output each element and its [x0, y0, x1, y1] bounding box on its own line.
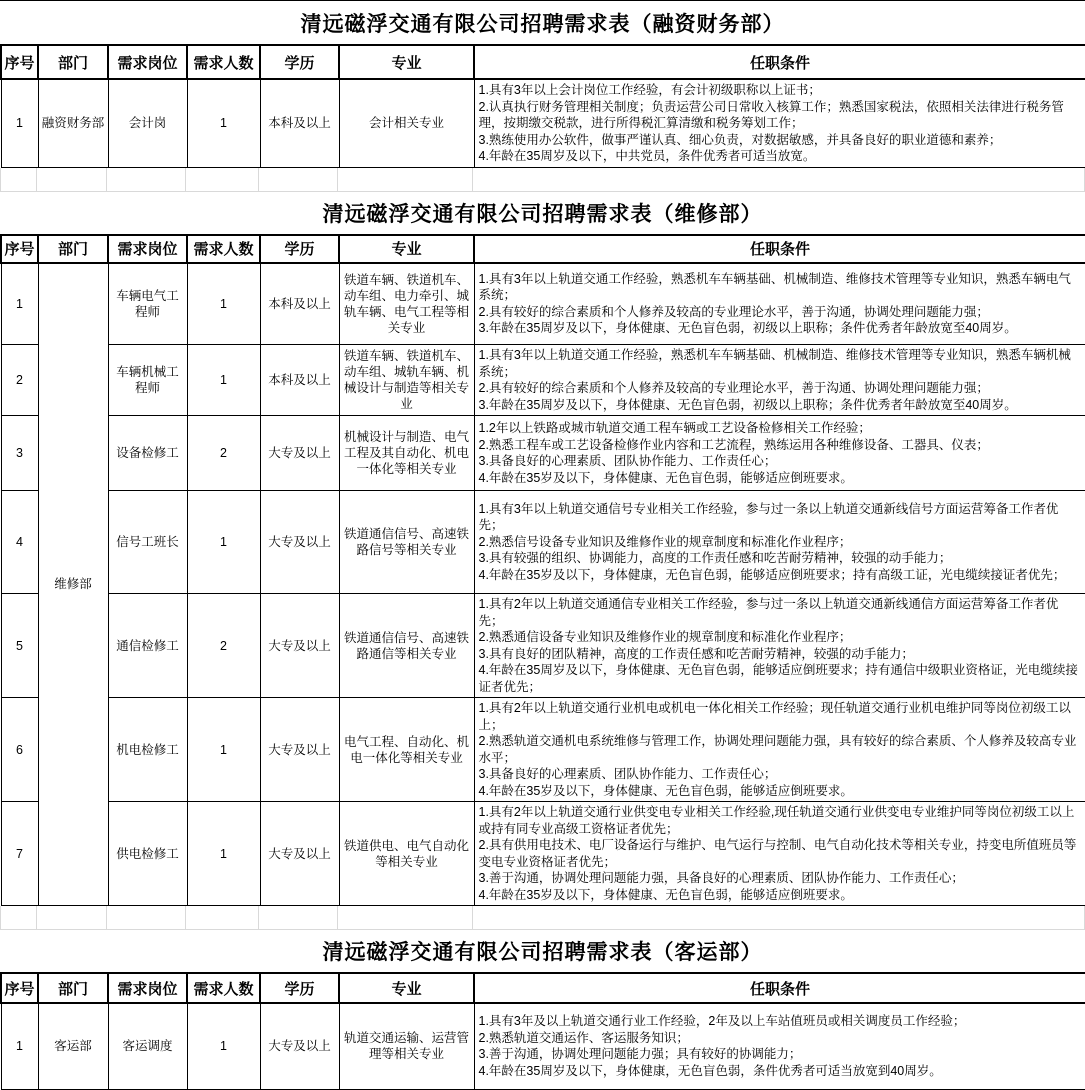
education-cell: 大专及以上 — [260, 802, 339, 906]
count-cell: 1 — [187, 802, 260, 906]
requirement-line: 1.具有3年及以上轨道交通行业工作经验，2年及以上车站值班员或相关调度员工作经验； — [478, 1014, 966, 1029]
requirement-line: 1.具有2年以上轨道交通行业供变电专业相关工作经验,现任轨道交通行业供变电专业维护同等岗位初级工以上或持有同专业高级工资格证者优先； — [478, 805, 1075, 836]
requirements-cell — [474, 345, 1085, 416]
requirement-line: 2.熟悉工程车或工艺设备检修作业内容和工艺流程，熟练运用各种维修设备、工器具、仪表； — [478, 437, 989, 452]
requirement-line: 2.具有较好的综合素质和个人修养及较高的专业理论水平，善于沟通，协调处理问题能力强； — [478, 304, 989, 319]
header-row — [1, 973, 1085, 1003]
column-header-count: 需求人数 — [187, 45, 260, 79]
major-cell: 电气工程、自动化、机电一体化等相关专业 — [339, 698, 474, 802]
column-header-education: 学历 — [260, 235, 339, 263]
column-header-department: 部门 — [38, 973, 108, 1003]
table-row — [1, 345, 1085, 416]
requirements-cell — [474, 1003, 1085, 1089]
recruitment-table-passenger — [0, 972, 1085, 1090]
column-header-major: 专业 — [339, 973, 474, 1003]
count-cell: 1 — [187, 263, 260, 345]
table-row — [1, 491, 1085, 594]
major-cell: 铁道供电、电气自动化等相关专业 — [339, 802, 474, 906]
position-cell: 供电检修工 — [108, 802, 187, 906]
section-maintenance — [0, 192, 1085, 907]
column-header-seq: 序号 — [1, 235, 38, 263]
position-cell: 会计岗 — [108, 79, 187, 167]
requirements-cell — [474, 79, 1085, 167]
column-header-count: 需求人数 — [187, 235, 260, 263]
requirements-cell — [474, 594, 1085, 698]
recruitment-table-finance — [0, 44, 1085, 168]
column-header-seq: 序号 — [1, 45, 38, 79]
seq-cell: 1 — [1, 263, 38, 345]
table-row — [1, 79, 1085, 167]
requirement-line: 2.熟悉通信设备专业知识及维修作业的规章制度和标准化作业程序； — [478, 630, 852, 644]
count-cell: 2 — [187, 416, 260, 491]
major-cell: 轨道交通运输、运营管理等相关专业 — [339, 1003, 474, 1089]
requirement-line: 4.年龄在35岁及以下，身体健康、无色盲色弱，能够适应倒班要求。 — [478, 783, 853, 798]
major-cell: 铁道车辆、铁道机车、动车组、城轨车辆、机械设计与制造等相关专业 — [339, 345, 474, 416]
major-cell: 铁道通信信号、高速铁路通信等相关专业 — [339, 594, 474, 698]
header-row — [1, 235, 1085, 263]
requirement-line: 3.年龄在35周岁及以下，身体健康、无色盲色弱，初级以上职称；条件优秀者年龄放宽至40周岁。 — [478, 397, 1017, 412]
department-cell: 客运部 — [38, 1003, 108, 1089]
requirement-line: 4.年龄在35岁及以下，身体健康，无色盲色弱，能够适应倒班要求；持有高级工证，光电缆续接证者优先； — [478, 567, 1066, 582]
position-cell: 车辆机械工程师 — [108, 345, 187, 416]
seq-cell: 1 — [1, 79, 38, 167]
requirement-line: 2.具有供用电技术、电厂设备运行与维护、电气运行与控制、电气自动化技术等相关专业，持变电所值班员等变电专业资格证者优先； — [478, 838, 1077, 869]
position-cell: 信号工班长 — [108, 491, 187, 594]
seq-cell: 1 — [1, 1003, 38, 1089]
seq-cell: 7 — [1, 802, 38, 906]
requirement-line: 4.年龄在35周岁及以下，身体健康，无色盲色弱，条件优秀者可适当放宽到40周岁。 — [478, 1063, 942, 1078]
education-cell: 本科及以上 — [260, 263, 339, 345]
column-header-education: 学历 — [260, 45, 339, 79]
requirement-line: 2.熟悉信号设备专业知识及维修作业的规章制度和标准化作业程序； — [478, 534, 852, 549]
requirement-line: 1.2年以上铁路或城市轨道交通工程车辆或工艺设备检修相关工作经验； — [478, 421, 871, 435]
column-header-requirements: 任职条件 — [474, 973, 1085, 1003]
column-header-major: 专业 — [339, 235, 474, 263]
department-cell-merged: 维修部 — [38, 263, 108, 906]
column-header-education: 学历 — [260, 973, 339, 1003]
major-cell: 铁道车辆、铁道机车、动车组、电力牵引、城轨车辆、电气工程等相关专业 — [339, 263, 474, 345]
table-row — [1, 416, 1085, 491]
major-cell: 机械设计与制造、电气工程及其自动化、机电一体化等相关专业 — [339, 416, 474, 491]
worksheet-grid-gap — [0, 906, 1085, 930]
table-row — [1, 594, 1085, 698]
requirement-line: 3.善于沟通，协调处理问题能力强，具备良好的心理素质、团队协作能力、工作责任心； — [478, 871, 964, 885]
education-cell: 大专及以上 — [260, 491, 339, 594]
column-header-requirements: 任职条件 — [474, 45, 1085, 79]
requirement-line: 4.年龄在35岁及以下，身体健康、无色盲色弱，能够适应倒班要求。 — [478, 887, 853, 902]
column-header-requirements: 任职条件 — [474, 235, 1085, 263]
requirement-line: 1.具有3年以上轨道交通信号专业相关工作经验，参与过一条以上轨道交通新线信号方面运营筹备工作者优先； — [478, 501, 1059, 533]
education-cell: 大专及以上 — [260, 594, 339, 698]
count-cell: 1 — [187, 1003, 260, 1089]
education-cell: 本科及以上 — [260, 345, 339, 416]
section-finance — [0, 0, 1085, 168]
requirement-line: 3.具备良好的心理素质、团队协作能力、工作责任心； — [478, 454, 777, 468]
worksheet-grid-gap — [0, 168, 1085, 192]
seq-cell: 3 — [1, 416, 38, 491]
requirement-line: 3.具备良好的心理素质、团队协作能力、工作责任心； — [478, 767, 777, 781]
table-row — [1, 698, 1085, 802]
count-cell: 1 — [187, 491, 260, 594]
requirements-cell — [474, 263, 1085, 345]
count-cell: 2 — [187, 594, 260, 698]
requirement-line: 2.具有较好的综合素质和个人修养及较高的专业理论水平，善于沟通、协调处理问题能力强； — [478, 381, 989, 395]
position-cell: 通信检修工 — [108, 594, 187, 698]
requirement-line: 3.熟练使用办公软件，做事严谨认真、细心负责，对数据敏感，并具备良好的职业道德和素养； — [478, 132, 1002, 147]
column-header-position: 需求岗位 — [108, 45, 187, 79]
requirement-line: 1.具有3年以上会计岗位工作经验，有会计初级职称以上证书； — [478, 83, 821, 97]
requirement-line: 3.具有良好的团队精神，高度的工作责任感和吃苦耐劳精神，较强的动手能力； — [478, 646, 914, 661]
major-cell: 铁道通信信号、高速铁路信号等相关专业 — [339, 491, 474, 594]
requirements-cell — [474, 416, 1085, 491]
column-header-position: 需求岗位 — [108, 235, 187, 263]
header-row — [1, 45, 1085, 79]
column-header-department: 部门 — [38, 235, 108, 263]
requirements-cell — [474, 491, 1085, 594]
requirement-line: 1.具有3年以上轨道交通工作经验，熟悉机车车辆基础、机械制造、维修技术管理等专业知识，熟悉车辆机械系统； — [478, 348, 1071, 379]
requirement-line: 4.年龄在35周岁及以下，身体健康、无色盲色弱，能够适应倒班要求；持有通信中级职业资格证，光电缆续接证者优先； — [478, 663, 1078, 694]
count-cell: 1 — [187, 79, 260, 167]
position-cell: 客运调度 — [108, 1003, 187, 1089]
table-row — [1, 1003, 1085, 1089]
education-cell: 大专及以上 — [260, 698, 339, 802]
section-passenger — [0, 930, 1085, 1090]
count-cell: 1 — [187, 345, 260, 416]
position-cell: 设备检修工 — [108, 416, 187, 491]
education-cell: 本科及以上 — [260, 79, 339, 167]
department-cell: 融资财务部 — [38, 79, 108, 167]
education-cell: 大专及以上 — [260, 1003, 339, 1089]
seq-cell: 2 — [1, 345, 38, 416]
position-cell: 车辆电气工程师 — [108, 263, 187, 345]
recruitment-table-maintenance — [0, 234, 1085, 907]
column-header-position: 需求岗位 — [108, 973, 187, 1003]
requirements-cell — [474, 698, 1085, 802]
requirement-line: 1.具有2年以上轨道交通通信专业相关工作经验，参与过一条以上轨道交通新线通信方面运营筹备工作者优先； — [478, 597, 1059, 628]
seq-cell: 4 — [1, 491, 38, 594]
requirement-line: 2.熟悉轨道交通机电系统维修与管理工作，协调处理问题能力强，具有较好的综合素质、个人修养及较高专业水平； — [478, 734, 1077, 765]
column-header-department: 部门 — [38, 45, 108, 79]
requirement-line: 2.熟悉轨道交通运作、客运服务知识； — [478, 1030, 689, 1045]
major-cell: 会计相关专业 — [339, 79, 474, 167]
requirement-line: 1.具有2年以上轨道交通行业机电或机电一体化相关工作经验；现任轨道交通行业机电维护同等岗位初级工以上； — [478, 701, 1071, 732]
requirement-line: 4.年龄在35岁及以下，身体健康、无色盲色弱，能够适应倒班要求。 — [478, 470, 853, 485]
requirement-line: 3.善于沟通，协调处理问题能力强；具有较好的协调能力； — [478, 1047, 802, 1062]
requirement-line: 4.年龄在35周岁及以下，中共党员，条件优秀者可适当放宽。 — [478, 149, 816, 163]
table-row — [1, 263, 1085, 345]
table-title-maintenance: 清远磁浮交通有限公司招聘需求表（维修部） — [322, 202, 763, 226]
education-cell: 大专及以上 — [260, 416, 339, 491]
count-cell: 1 — [187, 698, 260, 802]
seq-cell: 5 — [1, 594, 38, 698]
column-header-major: 专业 — [339, 45, 474, 79]
table-title-finance: 清远磁浮交通有限公司招聘需求表（融资财务部） — [0, 0, 1085, 44]
seq-cell: 6 — [1, 698, 38, 802]
requirement-line: 3.年龄在35周岁及以下，身体健康、无色盲色弱，初级以上职称；条件优秀者年龄放宽至40周岁。 — [478, 321, 1017, 336]
table-row — [1, 802, 1085, 906]
requirement-line: 3.具有较强的组织、协调能力，高度的工作责任感和吃苦耐劳精神，较强的动手能力； — [478, 551, 952, 566]
column-header-seq: 序号 — [1, 973, 38, 1003]
requirement-line: 2.认真执行财务管理相关制度；负责运营公司日常收入核算工作；熟悉国家税法，依照相关法律进行税务管理，按期缴交税款，进行所得税汇算清缴和税务筹划工作； — [478, 99, 1064, 130]
requirements-cell — [474, 802, 1085, 906]
requirement-line: 1.具有3年以上轨道交通工作经验，熟悉机车车辆基础、机械制造、维修技术管理等专业知识，熟悉车辆电气系统； — [478, 271, 1071, 303]
table-title-passenger: 清远磁浮交通有限公司招聘需求表（客运部） — [322, 941, 763, 964]
position-cell: 机电检修工 — [108, 698, 187, 802]
column-header-count: 需求人数 — [187, 973, 260, 1003]
